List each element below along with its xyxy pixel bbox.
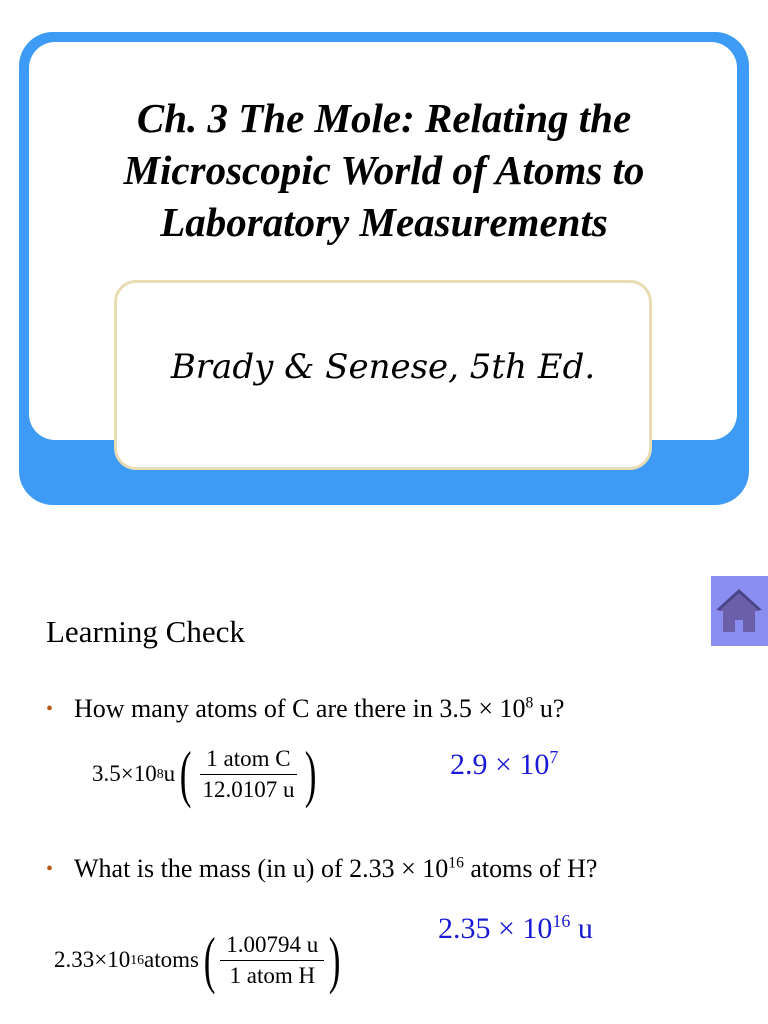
q1-frac-den: 12.0107 u — [202, 776, 295, 802]
bullet-icon: • — [46, 698, 54, 720]
q2-answer: $2.35 \times 10^{16}$ u — [438, 911, 593, 945]
q1-eq-unit: u — [163, 761, 176, 786]
q2-exponent: 16 — [448, 854, 464, 872]
home-button[interactable] — [711, 576, 768, 646]
q2-eq-unit: atoms — [144, 947, 199, 972]
learning-check-heading: Learning Check — [46, 614, 245, 649]
bullet-icon: • — [46, 858, 54, 880]
q2-equation: 2.33×10 16 atoms ( $\frac{1.00794 u}{\text{1 atom H}}$ ) — [54, 924, 341, 995]
q1-exponent: 8 — [525, 694, 534, 712]
slide-subtitle: Brady & Senese, 5th Ed. — [170, 347, 596, 387]
q1-eq-coef: 3.5×10 — [92, 761, 157, 786]
q1-text-end: u? — [533, 694, 565, 723]
question-1 — [46, 692, 662, 726]
q2-eq-coef: 2.33×10 — [54, 947, 131, 972]
slide-title: Ch. 3 The Mole: Relating the Microscopic World of Atoms to Laboratory Measurements — [123, 95, 645, 245]
q1-text: How many atoms of C are there in 3.5 × 10 — [74, 694, 526, 723]
question-2 — [46, 852, 662, 886]
q2-text-end: atoms of H? — [463, 854, 598, 883]
q1-fraction — [196, 746, 300, 803]
q1-frac-num: 1 atom C — [200, 746, 296, 775]
q1-equation: 3.5×10 8 u ( $\frac{\text{1 atom C}}{12.0107 u}$ ) — [92, 738, 317, 809]
house-icon — [711, 576, 768, 646]
q1-answer: $2.9 \times 10^7$ — [450, 747, 559, 781]
subtitle-box — [114, 280, 652, 470]
q2-text: What is the mass (in u) of 2.33 × 10 — [74, 854, 449, 883]
q2-frac-den: 1 atom H — [229, 962, 316, 988]
q2-fraction — [220, 932, 324, 989]
q2-frac-num: 1.00794 u — [220, 932, 324, 961]
